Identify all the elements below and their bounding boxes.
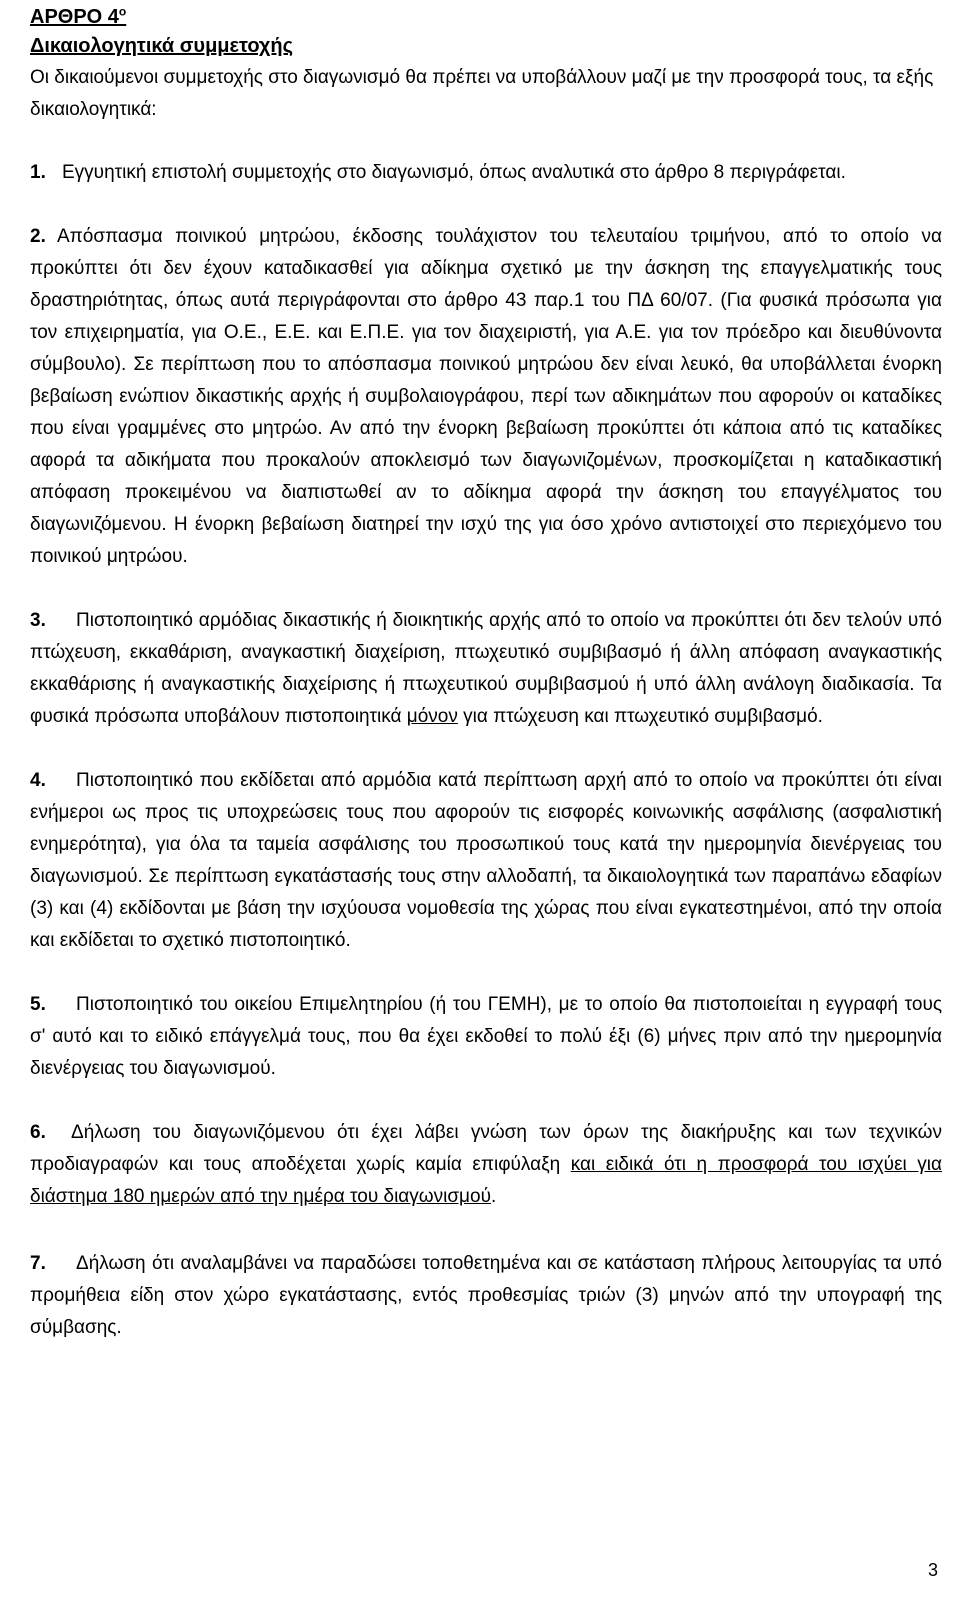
list-item-5 <box>30 989 942 1085</box>
item-number: 2. <box>30 226 46 247</box>
item-text-underlined: μόνον <box>406 706 458 727</box>
list-item-2 <box>30 221 942 573</box>
list-item-7 <box>30 1248 942 1344</box>
spacer <box>30 573 942 605</box>
spacer <box>30 189 942 221</box>
item-text: Πιστοποιητικό που εκδίδεται από αρμόδια κατά περίπτωση αρχή από το οποίο να προκύπτει ότι είναι ενήμεροι ως προς τις υποχρεώσεις τους που αφορούν τις εισφορές κοινωνικής ασφάλισης (ασφαλιστική ενημερότητα), για όλα τα ταμεία ασφάλισης του προσωπικού τους κατά την ημερομηνία διενέργειας του διαγωνισμού. Σε περίπτωση εγκατάστασής τους στην αλλοδαπή, τα δικαιολογητικά των παραπάνω εδαφίων (3) και (4) εκδίδονται με βάση την ισχύουσα νομοθεσία της χώρας που είναι εγκατεστημένοι, από την οποία και εκδίδεται το σχετικό πιστοποιητικό. <box>30 770 942 951</box>
spacer <box>30 957 942 989</box>
list-item-3 <box>30 605 942 733</box>
item-text: . <box>490 1186 497 1207</box>
item-text: Δήλωση του διαγωνιζόμενου ότι έχει λάβει γνώση των όρων της διακήρυξης και των τεχνικών προδιαγραφών και τους αποδέχεται χωρίς καμία επιφύλαξη <box>30 1122 942 1175</box>
spacer <box>30 126 942 157</box>
item-text: για πτώχευση και πτωχευτικό συμβιβασμό. <box>457 706 823 727</box>
item-text-underlined: και ειδικά ότι η προσφορά του ισχύει για διάστημα 180 ημερών από την ημέρα του διαγωνισμού <box>30 1154 942 1207</box>
list-item-6 <box>30 1117 942 1213</box>
item-text: Απόσπασμα ποινικού μητρώου, έκδοσης τουλάχιστον του τελευταίου τριμήνου, από το οποίο να προκύπτει ότι δεν έχουν καταδικασθεί για αδίκημα σχετικό με την άσκηση της επαγγελματικής τους δραστηριότητας, όπως αυτά περιγράφονται στο άρθρο 43 παρ.1 του ΠΔ 60/07. (Για φυσικά πρόσωπα για τον επιχειρηματία, για Ο.Ε., Ε.Ε. και Ε.Π.Ε. για τον διαχειριστή, για Α.Ε. για τον πρόεδρο και διευθύνοντα σύμβουλο). Σε περίπτωση που το απόσπασμα ποινικού μητρώου δεν είναι λευκό, θα υποβάλλεται ένορκη βεβαίωση ενώπιον δικαστικής αρχής ή συμβολαιογράφου, περί των αδικημάτων που αφορούν οι καταδίκες που είναι γραμμένες στο μητρώο. Αν από την ένορκη βεβαίωση προκύπτει ότι κάποια από τις καταδίκες αφορά τα αδικήματα που προκαλούν αποκλεισμό των διαγωνιζομένων, προσκομίζεται η καταδικαστική απόφαση προκειμένου να διαπιστωθεί αν το αδίκημα αφορά την άσκηση του επαγγέλματος του διαγωνιζόμενου. Η ένορκη βεβαίωση διατηρεί την ισχύ της για όσο χρόνο αντιστοιχεί στο περιεχόμενο του ποινικού μητρώου. <box>30 226 942 567</box>
spacer <box>30 733 942 765</box>
article-title-superscript: ο <box>118 4 127 19</box>
list-item-4 <box>30 765 942 957</box>
document-body <box>30 0 942 1344</box>
spacer <box>30 1085 942 1117</box>
item-text: Εγγυητική επιστολή συμμετοχής στο διαγωνισμό, όπως αναλυτικά στο άρθρο 8 περιγράφεται. <box>62 162 846 183</box>
item-number: 5. <box>30 994 46 1015</box>
page-number: 3 <box>927 1560 938 1580</box>
item-number: 4. <box>30 770 46 791</box>
item-number: 6. <box>30 1122 46 1143</box>
item-text: Πιστοποιητικό του οικείου Επιμελητηρίου (ή του ΓΕΜΗ), με το οποίο θα πιστοποιείται η εγγραφή τους σ' αυτό και το ειδικό επάγγελμά τους, που θα έχει εκδοθεί το πολύ έξι (6) μήνες πριν από την ημερομηνία διενέργειας του διαγωνισμού. <box>30 994 942 1079</box>
item-number: 7. <box>30 1253 46 1274</box>
list-item-1 <box>30 157 942 189</box>
item-number: 3. <box>30 610 46 631</box>
article-subtitle: Δικαιολογητικά συμμετοχής <box>30 35 294 57</box>
item-number: 1. <box>30 162 46 183</box>
article-title-text: ΑΡΘΡΟ 4 <box>30 6 119 28</box>
article-title <box>30 0 942 28</box>
spacer <box>30 1213 942 1248</box>
intro-paragraph: Οι δικαιούμενοι συμμετοχής στο διαγωνισμό θα πρέπει να υποβάλλουν μαζί με την προσφορά τους, τα εξής δικαιολογητικά: <box>30 67 934 120</box>
item-text: Πιστοποιητικό αρμόδιας δικαστικής ή διοικητικής αρχής από το οποίο να προκύπτει ότι δεν τελούν υπό πτώχευση, εκκαθάριση, αναγκαστική διαχείριση, πτωχευτικό συμβιβασμό ή άλλη απόφαση αναγκαστικής εκκαθάρισης ή αναγκαστικής διαχείρισης ή πτωχευτικού συμβιβασμού ή υπό άλλη ανάλογη διαδικασία. Τα φυσικά πρόσωπα υποβάλουν πιστοποιητικά <box>30 610 942 727</box>
item-text: Δήλωση ότι αναλαμβάνει να παραδώσει τοποθετημένα και σε κατάσταση πλήρους λειτουργίας τα υπό προμήθεια είδη στον χώρο εγκατάστασης, εντός προθεσμίας τριών (3) μηνών από την υπογραφή της σύμβασης. <box>30 1253 942 1338</box>
